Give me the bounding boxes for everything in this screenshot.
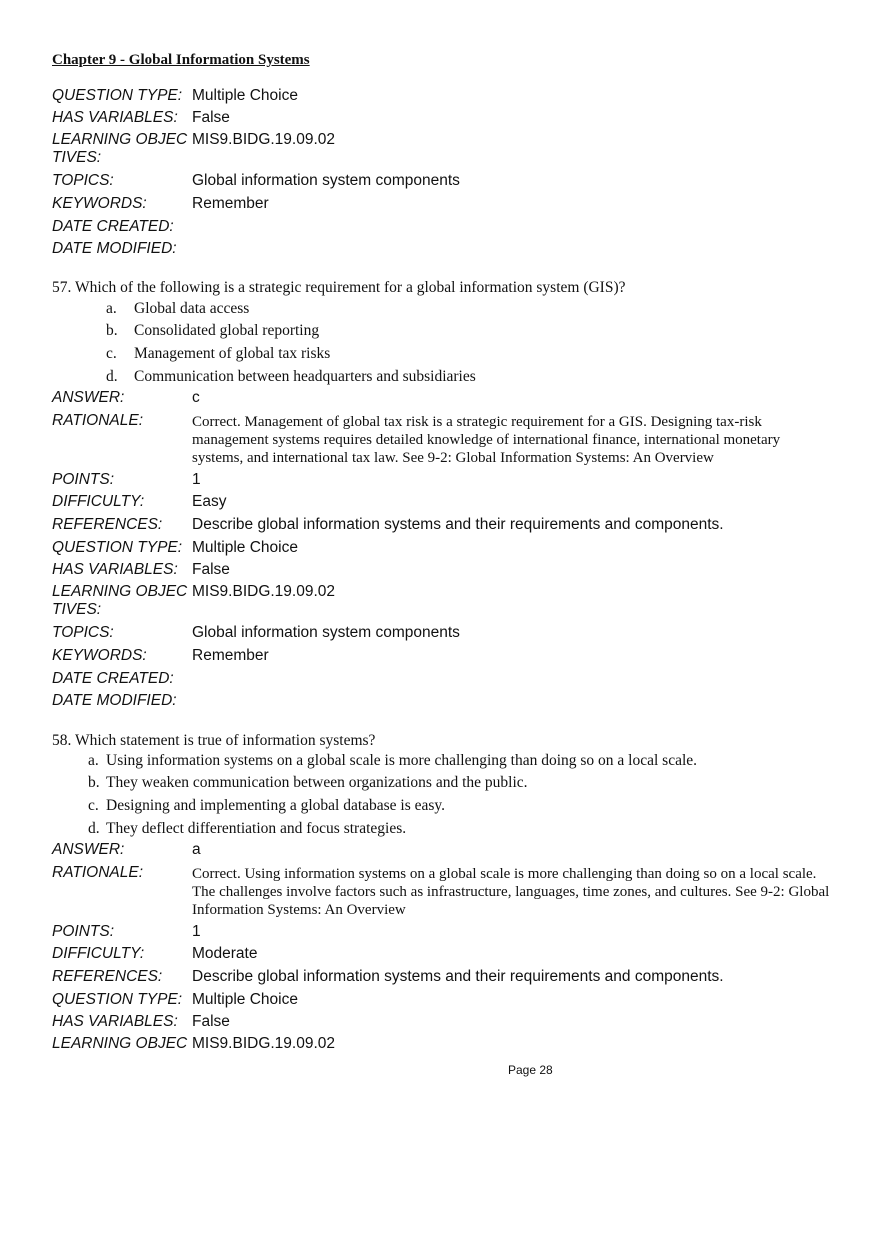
option-text: They deflect differentiation and focus strategies. [106, 820, 407, 837]
value-topics: Global information system components [192, 172, 460, 189]
label-references: REFERENCES: [52, 968, 163, 985]
value-difficulty: Moderate [192, 945, 258, 962]
value-learning-objectives: MIS9.BIDG.19.09.02 [192, 131, 336, 148]
label-learning-objectives-1: LEARNING OBJEC [52, 1035, 188, 1052]
label-answer: ANSWER: [52, 389, 125, 406]
option-letter: c. [106, 345, 117, 362]
label-has-variables: HAS VARIABLES: [52, 561, 178, 578]
option-letter: a. [106, 300, 117, 317]
label-question-type: QUESTION TYPE: [52, 539, 183, 556]
value-references: Describe global information systems and their requirements and components. [192, 516, 724, 533]
label-learning-objectives-2: TIVES: [52, 601, 102, 618]
label-topics: TOPICS: [52, 172, 114, 189]
value-keywords: Remember [192, 195, 269, 212]
value-has-variables: False [192, 109, 230, 126]
option-letter: b. [106, 322, 118, 339]
value-keywords: Remember [192, 647, 269, 664]
value-question-type: Multiple Choice [192, 539, 298, 556]
value-has-variables: False [192, 561, 230, 578]
question-text: 58. Which statement is true of information systems? [52, 732, 376, 749]
label-topics: TOPICS: [52, 624, 114, 641]
label-keywords: KEYWORDS: [52, 647, 147, 664]
option-letter: d. [106, 368, 118, 385]
label-keywords: KEYWORDS: [52, 195, 147, 212]
value-difficulty: Easy [192, 493, 227, 510]
value-answer: a [192, 841, 201, 858]
label-points: POINTS: [52, 471, 115, 488]
label-difficulty: DIFFICULTY: [52, 493, 145, 510]
question-text: 57. Which of the following is a strategic requirement for a global information system (GIS)? [52, 279, 626, 296]
label-date-modified: DATE MODIFIED: [52, 240, 177, 257]
option-text: Management of global tax risks [134, 345, 331, 362]
option-letter: a. [88, 752, 99, 769]
value-points: 1 [192, 923, 201, 940]
option-letter: c. [88, 797, 99, 814]
value-learning-objectives: MIS9.BIDG.19.09.02 [192, 1035, 336, 1052]
option-text: Designing and implementing a global database is easy. [106, 797, 446, 814]
label-references: REFERENCES: [52, 516, 163, 533]
label-answer: ANSWER: [52, 841, 125, 858]
value-question-type: Multiple Choice [192, 991, 298, 1008]
value-learning-objectives: MIS9.BIDG.19.09.02 [192, 583, 336, 600]
value-rationale: Correct. Management of global tax risk is a strategic requirement for a GIS. Designing tax-risk management systems requires detailed knowledge of international finance, international monetary systems, and international tax law. See 9-2: Global Information Systems: An Overview [192, 414, 781, 466]
label-question-type: QUESTION TYPE: [52, 991, 183, 1008]
value-question-type: Multiple Choice [192, 87, 298, 104]
label-rationale: RATIONALE: [52, 864, 144, 881]
value-rationale: Correct. Using information systems on a global scale is more challenging than doing so on a local scale. The challenges involve factors such as infrastructure, languages, time zones, and cultures. See 9-2: Global Information Systems: An Overview [192, 866, 830, 918]
label-points: POINTS: [52, 923, 115, 940]
chapter-title: Chapter 9 - Global Information Systems [52, 52, 310, 68]
label-date-created: DATE CREATED: [52, 218, 174, 235]
value-references: Describe global information systems and their requirements and components. [192, 968, 724, 985]
label-rationale: RATIONALE: [52, 412, 144, 429]
option-text: Consolidated global reporting [134, 322, 320, 339]
option-text: They weaken communication between organizations and the public. [106, 774, 528, 791]
option-text: Global data access [134, 300, 250, 317]
option-letter: b. [88, 774, 100, 791]
option-letter: d. [88, 820, 100, 837]
label-has-variables: HAS VARIABLES: [52, 1013, 178, 1030]
option-text: Communication between headquarters and subsidiaries [134, 368, 476, 385]
label-date-modified: DATE MODIFIED: [52, 692, 177, 709]
label-date-created: DATE CREATED: [52, 670, 174, 687]
page-number: Page 28 [508, 1063, 553, 1077]
option-text: Using information systems on a global scale is more challenging than doing so on a local scale. [106, 752, 698, 769]
label-has-variables: HAS VARIABLES: [52, 109, 178, 126]
label-question-type: QUESTION TYPE: [52, 87, 183, 104]
label-learning-objectives-1: LEARNING OBJEC [52, 583, 188, 600]
value-answer: c [192, 389, 200, 406]
label-learning-objectives-2: TIVES: [52, 149, 102, 166]
value-topics: Global information system components [192, 624, 460, 641]
value-has-variables: False [192, 1013, 230, 1030]
label-difficulty: DIFFICULTY: [52, 945, 145, 962]
label-learning-objectives-1: LEARNING OBJEC [52, 131, 188, 148]
value-points: 1 [192, 471, 201, 488]
